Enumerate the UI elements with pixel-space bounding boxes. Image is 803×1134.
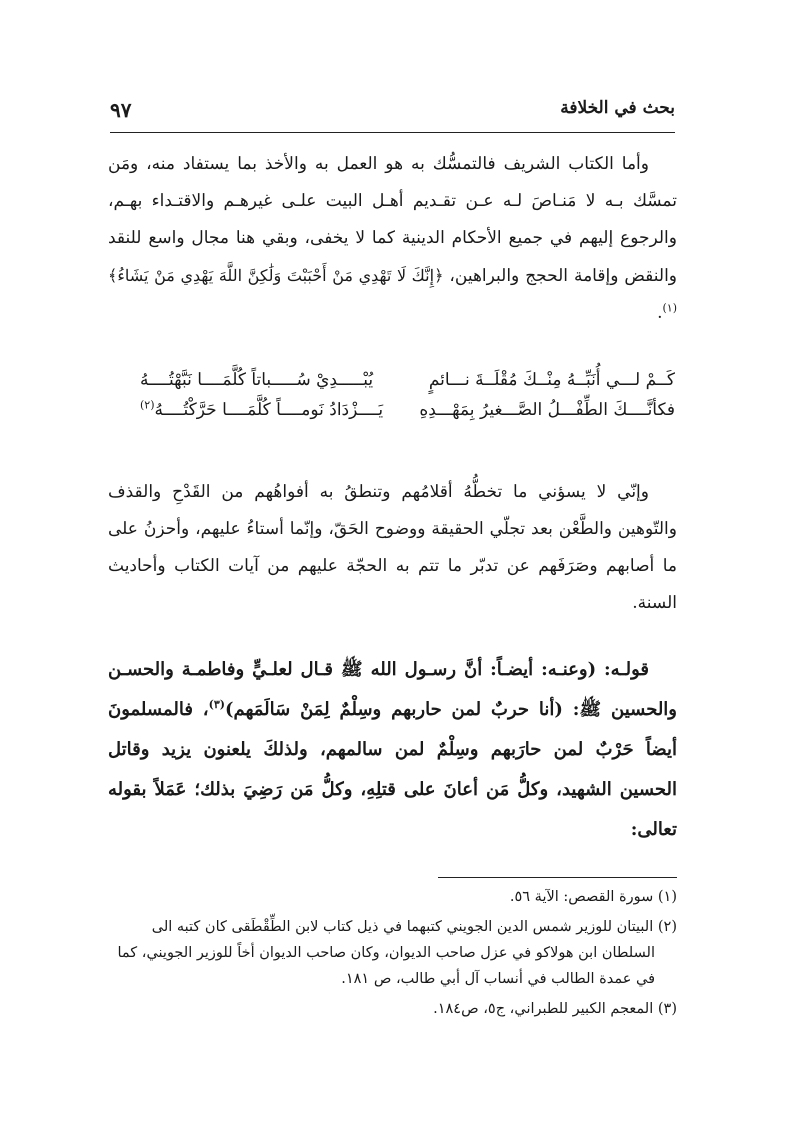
- footnote-number: (٣): [657, 1001, 677, 1017]
- hemistich-text: يُبْـــــدِيْ سُـــــباتاً كُلَّمَــــا نَبَّهْتُــــهُ: [140, 370, 374, 390]
- paragraph-quoted-hadith: [108, 650, 677, 850]
- footnote-ref: (٣): [208, 698, 225, 711]
- footnote-ref: (٢): [140, 398, 155, 412]
- footnote-number: (٢): [657, 919, 677, 935]
- poem-verse: [140, 400, 675, 430]
- paragraph-response: [108, 474, 677, 622]
- poem-verse: [140, 370, 675, 400]
- paragraph: [108, 650, 677, 850]
- footnote-text: سورة القصص: الآية ٥٦.: [509, 889, 654, 905]
- paragraph-intro: [108, 146, 677, 332]
- footnote-ref: (١): [662, 301, 677, 315]
- footnotes: [112, 884, 677, 1026]
- poem: [140, 370, 675, 430]
- paragraph-end: .: [657, 303, 663, 323]
- paragraph-text-cont: ، فالمسلمونَ أيضاً حَرْبٌ لمن حارَبهم وسِلْمٌ لمن سالمهم، ولذلكَ يلعنون يزيد وقاتل الحسين الشهيد، وكلُّ مَن أعانَ على قتلِهِ، وكلُّ مَن رَضِيَ بذلك؛ عَمَلاً بقوله تعالى:: [108, 699, 677, 840]
- page-header: [110, 96, 675, 133]
- hemistich-text: يَــــزْدَادُ نَومــــاً كُلَّمَــــا حَرَّكْتُــــهُ: [154, 400, 384, 420]
- quran-verse: ﴿إِنَّكَ لَا تَهْدِي مَنْ أَحْبَبْتَ وَلَٰكِنَّ اللَّهَ يَهْدِي مَنْ يَشَاءُ﴾: [108, 266, 444, 285]
- paragraph-text: قولـه: (وعنـه: أيضـاً: أنَّ رسـول الله ﷺ قـال لعلـيٍّ وفاطمـة والحسـن والحسين ﷺ: (أنا حربٌ لمن حاربهم وسِلْمٌ لِمَنْ سَالَمَهم): [108, 659, 677, 720]
- footnote-separator: [438, 877, 677, 878]
- footnote: [112, 996, 677, 1022]
- footnote-text-cont: السلطان ابن هولاكو في عزل صاحب الديوان، وكان صاحب الديوان أخاً للوزير الجويني، كما في عمدة الطالب في أنساب آل أبي طالب، ص ١٨١.: [117, 945, 655, 987]
- verse-first-hemistich: كَــمْ لـــي أُنَبِّــهُ مِنْــكَ مُقْلَــةَ نـــائمٍ: [428, 370, 675, 390]
- verse-second-hemistich: [140, 370, 373, 390]
- paragraph-text: وإنّي لا يسؤني ما تخطُّهُ أقلامُهم وتنطقُ به أفواهُهم من القَدْحِ والقذف والتّوهين والطَّعْن بعد تجلّي الحقيقة ووضوح الحَقّ، وإنّما أستاءُ عليهم، وأحزنُ على ما أصابهم وصَرَفَهم عن تدبّر ما تتم به الحجّة عليهم من آيات الكتاب وأحاديث السنة.: [108, 482, 677, 613]
- footnote: [112, 914, 677, 992]
- paragraph-text: وأما الكتاب الشريف فالتمسُّك به هو العمل به والأخذ بما يستفاد منه، ومَن تمسَّك بـه لا مَنـاصَ لـه عـن تقـديم أهـل البيت علـى غيرهـم والاقتـداء بهـم، والرجوع إليهم في جميع الأحكام الدينية كما لا يخفى، وبقي هنا مجال واسع للنقد والنقض وإقامة الحجج والبراهين،: [108, 154, 678, 286]
- footnote-text: البيتان للوزير شمس الدين الجويني كتبهما في ذيل كتاب لابن الطِّقْطَقى كان كتبه الى: [151, 919, 654, 935]
- verse-second-hemistich: [140, 400, 383, 420]
- footnote: [112, 884, 677, 910]
- running-title: بحث في الخلافة: [560, 98, 675, 118]
- page-number: ٩٧: [110, 98, 132, 122]
- footnote-text: المعجم الكبير للطبراني، ج٥، ص١٨٤.: [433, 1001, 654, 1017]
- footnote-number: (١): [657, 889, 677, 905]
- paragraph: [108, 146, 677, 332]
- verse-first-hemistich: فكأنَّــــكَ الطِّفْـــلُ الصَّـــغيرُ بِمَهْـــدِهِ: [419, 400, 675, 420]
